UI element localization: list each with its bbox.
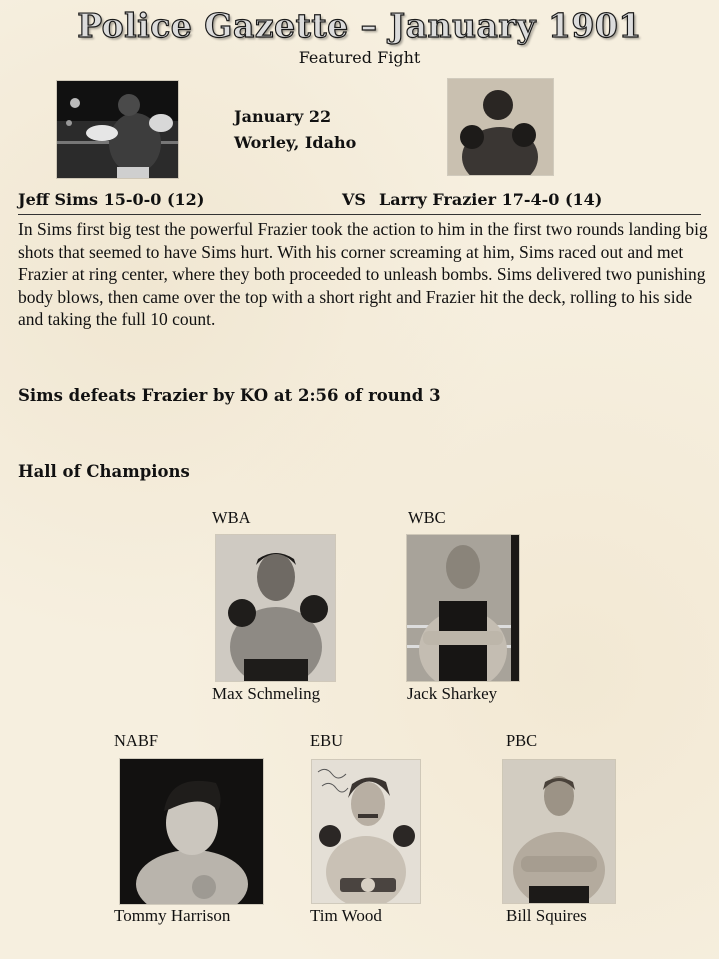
champion-name-wood: Tim Wood	[310, 906, 382, 925]
hall-heading: Hall of Champions	[18, 462, 190, 481]
champion-name-sharkey: Jack Sharkey	[407, 684, 498, 703]
fight-summary: In Sims first big test the powerful Frazier took the action to him in the first two rounds landing big shots that seemed to have Sims hurt. With his corner screaming at him, Sims raced out and met Frazier at ring center, where they both proceeded to unleash bombs. Sims delivered two punishing body blows, then came over the top with a short right and Frazier hit the deck, rolling to his side and taking the full 10 count.	[18, 219, 708, 329]
champion-org-ebu: EBU	[310, 731, 343, 750]
vs-label: VS	[342, 190, 366, 209]
page-subtitle: Featured Fight	[298, 48, 421, 67]
divider	[18, 214, 701, 215]
champion-name-squires: Bill Squires	[506, 906, 587, 925]
champion-photo-schmeling	[216, 535, 335, 681]
page-title: Police Gazette – January 1901	[77, 6, 642, 45]
fighter-a-record: Jeff Sims 15-0-0 (12)	[18, 190, 205, 209]
champion-name-schmeling: Max Schmeling	[212, 684, 321, 703]
champion-org-wba: WBA	[212, 508, 251, 527]
fight-location: Worley, Idaho	[234, 133, 357, 152]
champion-photo-wood	[312, 760, 420, 903]
fight-result: Sims defeats Frazier by KO at 2:56 of round 3	[18, 386, 441, 405]
champion-photo-harrison	[120, 759, 263, 904]
champion-photo-sharkey	[407, 535, 519, 681]
fighter-b-photo	[448, 79, 553, 175]
champion-org-nabf: NABF	[114, 731, 159, 750]
champion-org-wbc: WBC	[408, 508, 446, 527]
champion-photo-squires	[503, 760, 615, 903]
champion-name-harrison: Tommy Harrison	[114, 906, 231, 925]
fighter-b-record: Larry Frazier 17-4-0 (14)	[379, 190, 603, 209]
fighter-a-photo	[57, 81, 178, 178]
fight-date: January 22	[234, 107, 332, 126]
champion-org-pbc: PBC	[506, 731, 538, 750]
